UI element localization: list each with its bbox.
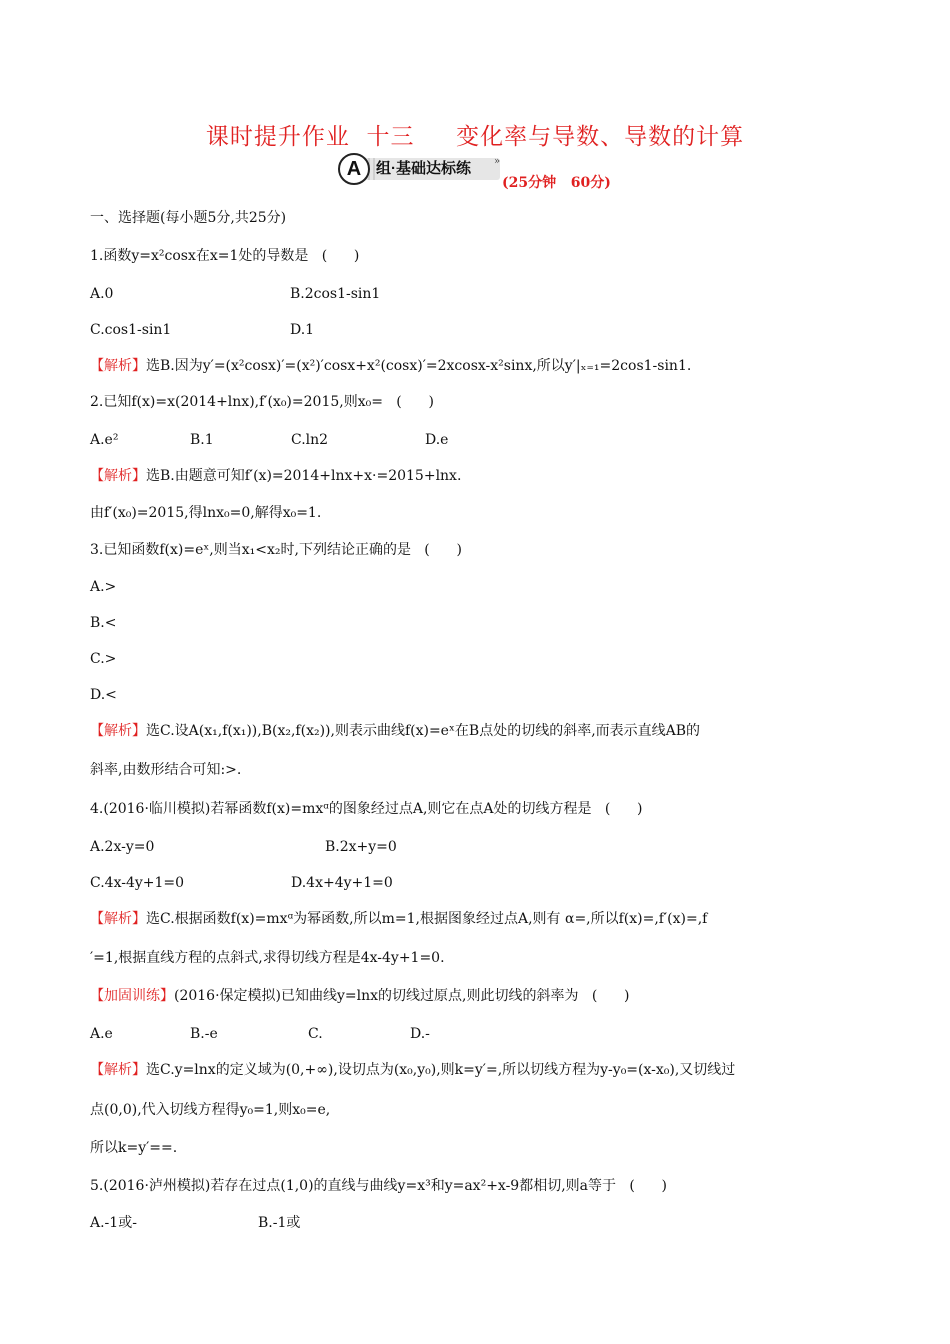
q4-option-c: C.4x-4y+1=0 xyxy=(90,875,185,891)
q5-option-a: A.-1或- xyxy=(90,1215,137,1231)
q3-option-a: A.> xyxy=(90,579,117,595)
q3-option-c: C.> xyxy=(90,651,117,667)
q1-option-d: D.1 xyxy=(290,322,315,338)
q4-option-b: B.2x+y=0 xyxy=(325,839,397,855)
analysis-tag: 【解析】 xyxy=(90,723,146,739)
extra-option-d: D.- xyxy=(410,1026,430,1042)
extra-analysis-line2: 点(0,0),代入切线方程得y₀=1,则x₀=e, xyxy=(90,1102,331,1118)
extra-analysis-text: 选C.y=lnx的定义域为(0,+∞),设切点为(x₀,y₀),则k=y′=,所以切线方程为y-y₀=(x-x₀),又切线过 xyxy=(146,1062,736,1078)
extra-practice-tag: 【加固训练】 xyxy=(90,988,174,1004)
section-heading: 一、选择题(每小题5分,共25分) xyxy=(90,210,287,226)
extra-analysis xyxy=(90,1060,735,1080)
q1-analysis xyxy=(90,356,691,376)
q5-option-b: B.-1或 xyxy=(258,1215,301,1231)
q2-option-c: C.ln2 xyxy=(291,432,329,448)
question-4-stem: 4.(2016·临川模拟)若幂函数f(x)=mxᵅ的图象经过点A,则它在点A处的切线方程是 ( ) xyxy=(90,801,643,817)
q2-option-a: A.e² xyxy=(90,432,119,448)
page-title: 课时提升作业 十三 变化率与导数、导数的计算 xyxy=(205,124,745,150)
extra-option-b: B.-e xyxy=(190,1026,218,1042)
question-5-stem: 5.(2016·泸州模拟)若存在过点(1,0)的直线与曲线y=x³和y=ax²+x-9都相切,则a等于 ( ) xyxy=(90,1178,667,1194)
q4-option-d: D.4x+4y+1=0 xyxy=(291,875,393,891)
extra-practice-stem xyxy=(90,986,629,1006)
q3-option-b: B.< xyxy=(90,615,117,631)
extra-option-a: A.e xyxy=(90,1026,113,1042)
q4-option-a: A.2x-y=0 xyxy=(90,839,155,855)
q4-analysis xyxy=(90,909,707,929)
question-1-stem: 1.函数y=x²cosx在x=1处的导数是 ( ) xyxy=(90,248,360,264)
q3-analysis-line2: 斜率,由数形结合可知:>. xyxy=(90,762,242,778)
q1-option-c: C.cos1-sin1 xyxy=(90,322,172,338)
q3-analysis-text: 选C.设A(x₁,f(x₁)),B(x₂,f(x₂)),则表示曲线f(x)=eˣ在B点处的切线的斜率,而表示直线AB的 xyxy=(146,723,701,739)
analysis-tag: 【解析】 xyxy=(90,911,146,927)
time-score-label: (25分钟 60分) xyxy=(502,175,611,191)
q1-option-b: B.2cos1-sin1 xyxy=(290,286,381,302)
q4-analysis-text: 选C.根据函数f(x)=mxᵅ为幂函数,所以m=1,根据图象经过点A,则有 α=,所以f(x)=,f′(x)=,f xyxy=(146,911,708,927)
q2-option-d: D.e xyxy=(425,432,449,448)
q2-analysis-text: 选B.由题意可知f′(x)=2014+lnx+x·=2015+lnx. xyxy=(146,468,462,484)
question-3-stem: 3.已知函数f(x)=eˣ,则当x₁<x₂时,下列结论正确的是 ( ) xyxy=(90,542,462,558)
q3-option-d: D.< xyxy=(90,687,117,703)
q4-analysis-line2: ′=1,根据直线方程的点斜式,求得切线方程是4x-4y+1=0. xyxy=(90,950,445,966)
q2-analysis-line2: 由f′(x₀)=2015,得lnx₀=0,解得x₀=1. xyxy=(90,505,322,521)
question-2-stem: 2.已知f(x)=x(2014+lnx),f′(x₀)=2015,则x₀= ( ) xyxy=(90,394,434,410)
q1-analysis-text: 选B.因为y′=(x²cosx)′=(x²)′cosx+x²(cosx)′=2xcosx-x²sinx,所以y′|ₓ₌₁=2cos1-sin1. xyxy=(146,358,692,374)
q1-option-a: A.0 xyxy=(90,286,114,302)
badge-label: 组·基础达标练 xyxy=(376,160,471,177)
analysis-tag: 【解析】 xyxy=(90,1062,146,1078)
q2-option-b: B.1 xyxy=(190,432,214,448)
badge-letter: A xyxy=(338,153,370,185)
chevron-right-icon: » xyxy=(494,156,501,167)
extra-analysis-line3: 所以k=y′==. xyxy=(90,1140,178,1156)
q2-analysis xyxy=(90,466,461,486)
extra-option-c: C. xyxy=(308,1026,323,1042)
q3-analysis xyxy=(90,721,700,741)
extra-stem-text: (2016·保定模拟)已知曲线y=lnx的切线过原点,则此切线的斜率为 ( ) xyxy=(174,988,630,1004)
analysis-tag: 【解析】 xyxy=(90,468,146,484)
analysis-tag: 【解析】 xyxy=(90,358,146,374)
